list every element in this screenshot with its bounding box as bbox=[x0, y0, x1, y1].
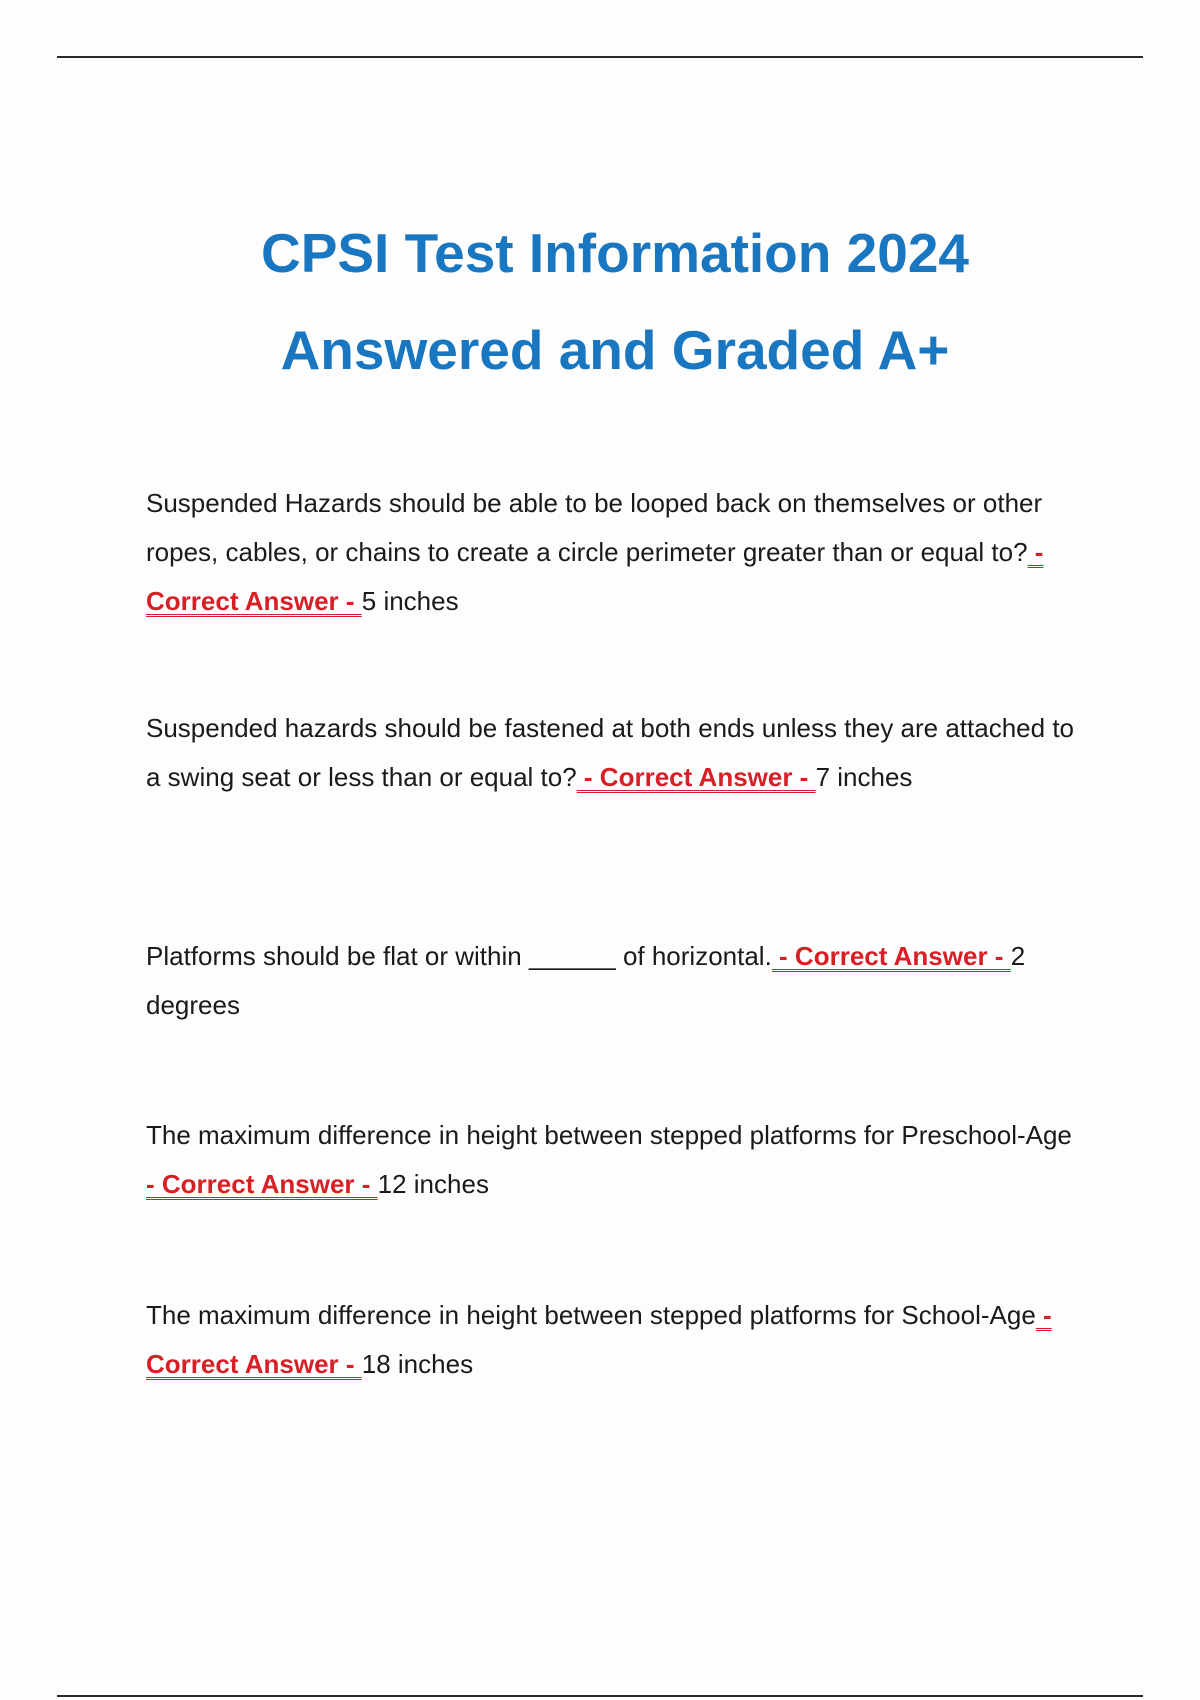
qa-item-3 bbox=[146, 932, 1081, 1030]
question-text: The maximum difference in height between stepped platforms for Preschool-Age bbox=[146, 1120, 1072, 1150]
header-rule bbox=[57, 56, 1143, 58]
answer-text: 5 inches bbox=[361, 586, 459, 616]
page-title bbox=[0, 205, 1200, 399]
answer-text: 7 inches bbox=[815, 762, 913, 792]
qa-item-1 bbox=[146, 479, 1081, 626]
answer-text: 12 inches bbox=[377, 1169, 489, 1199]
title-line-2: Answered and Graded A+ bbox=[280, 319, 950, 381]
qa-item-4 bbox=[146, 1111, 1081, 1209]
footer-rule bbox=[57, 1695, 1143, 1697]
question-text: The maximum difference in height between stepped platforms for School-Age bbox=[146, 1300, 1036, 1330]
correct-answer-label: - Correct Answer - bbox=[771, 941, 1011, 971]
question-text: Suspended Hazards should be able to be looped back on themselves or other ropes, cables, or chains to create a circle perimeter greater than or equal to? bbox=[146, 488, 1043, 567]
correct-answer-label: - Correct Answer - bbox=[146, 537, 1044, 616]
answer-text: 2 degrees bbox=[146, 941, 1026, 1020]
answer-text: 18 inches bbox=[361, 1349, 474, 1379]
title-line-1: CPSI Test Information 2024 bbox=[260, 222, 970, 284]
correct-answer-label: - Correct Answer - bbox=[146, 1169, 378, 1199]
correct-answer-label: - Correct Answer - bbox=[146, 1300, 1052, 1379]
correct-answer-label: - Correct Answer - bbox=[576, 762, 816, 792]
qa-item-2 bbox=[146, 704, 1081, 802]
qa-item-5 bbox=[146, 1291, 1081, 1389]
question-text: Suspended hazards should be fastened at both ends unless they are attached to a swing seat or less than or equal to? bbox=[146, 713, 1075, 792]
question-text: Platforms should be flat or within ______ of horizontal. bbox=[146, 941, 772, 971]
